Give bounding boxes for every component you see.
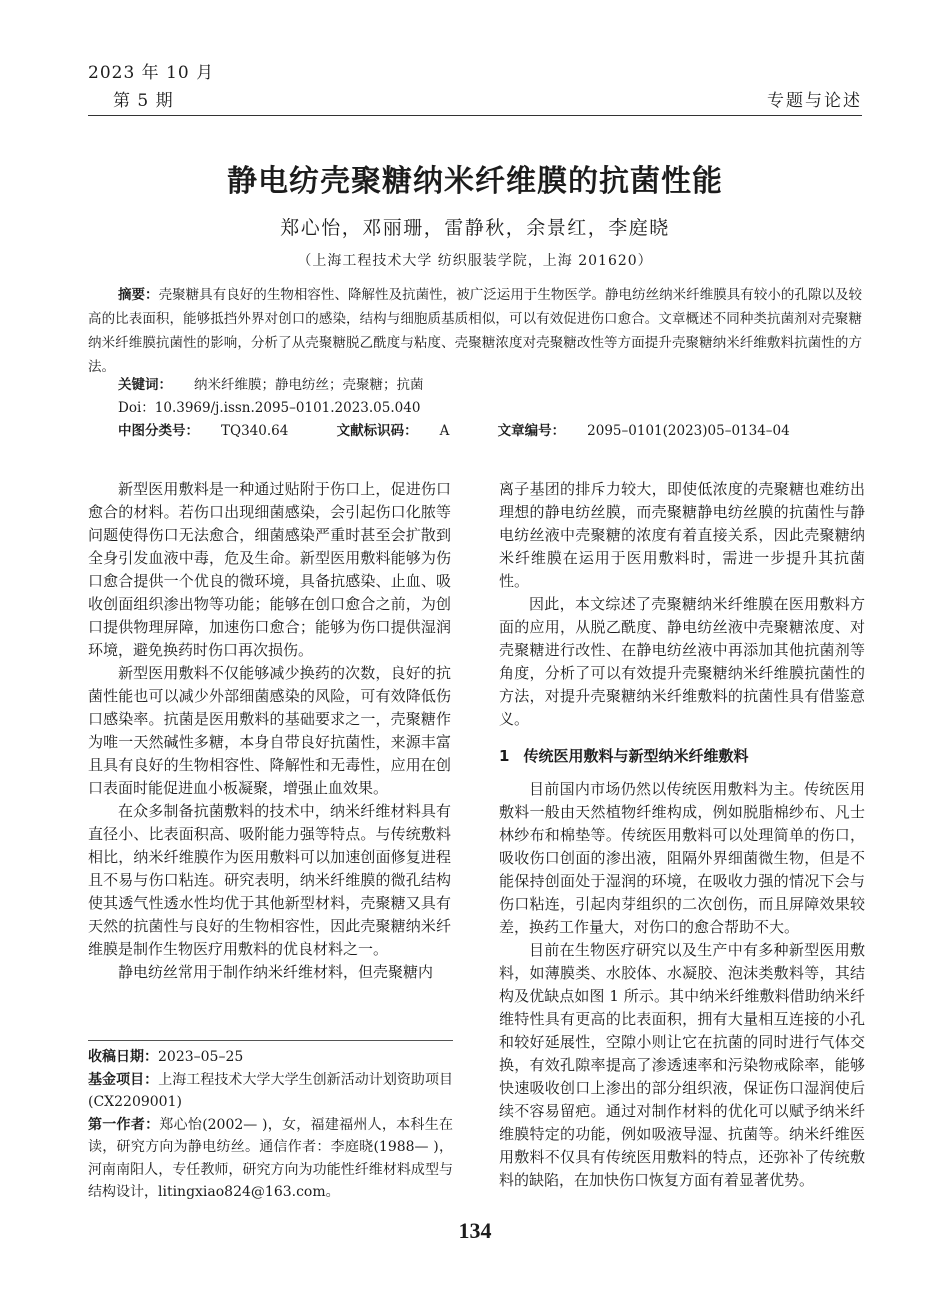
keywords-text: 纳米纤维膜；静电纺丝；壳聚糖；抗菌 xyxy=(194,377,424,393)
received-value: 2023–05–25 xyxy=(158,1049,244,1065)
clc-code xyxy=(118,423,310,439)
doc-code xyxy=(337,423,472,439)
article-label: 文章编号： xyxy=(497,423,566,439)
fund-value: 上海工程技术大学大学生创新活动计划资助项目(CX2209001) xyxy=(88,1071,454,1110)
first-author-label: 第一作者： xyxy=(88,1116,160,1133)
corresponding-value: 李庭晓(1988— )，河南南阳人，专任教师，研究方向为功能性纤维材料成型与结构设计，litingxiao824@163.com。 xyxy=(88,1139,454,1200)
keywords-label: 关键词： xyxy=(118,377,172,393)
clc-label: 中图分类号： xyxy=(118,423,199,439)
header-divider xyxy=(88,115,862,116)
fund-info xyxy=(88,1069,453,1114)
body-paragraph: 离子基团的排斥力较大，即使低浓度的壳聚糖也难纺出理想的静电纺丝膜，而壳聚糖静电纺丝膜的抗菌性与静电纺丝液中壳聚糖的浓度有着直接关系，因此壳聚糖纳米纤维膜在运用于医用敷料时，需进一步提升其抗菌性。 xyxy=(499,480,865,590)
body-paragraph: 新型医用敷料是一种通过贴附于伤口上，促进伤口愈合的材料。若伤口出现细菌感染，会引起伤口化脓等问题使得伤口无法愈合，细菌感染严重时甚至会扩散到全身引发血液中毒，危及生命。新型医用敷料能够为伤口愈合提供一个优良的微环境，具备抗感染、止血、吸收创面组织渗出物等功能；能够在创口愈合之前，为创口提供物理屏障，加速伤口愈合；能够为伤口提供湿润环境，避免换药时伤口再次损伤。 xyxy=(88,480,451,659)
left-column xyxy=(88,478,451,984)
abstract xyxy=(88,283,862,379)
keywords xyxy=(118,374,424,396)
author-info xyxy=(88,1114,453,1204)
right-column xyxy=(499,478,865,1192)
doc-label: 文献标识码： xyxy=(336,423,418,439)
body-paragraph: 新型医用敷料不仅能够减少换药的次数，良好的抗菌性能也可以减少外部细菌感染的风险，可有效降低伤口感染率。抗菌是医用敷料的基础要求之一，壳聚糖作为唯一天然碱性多糖，本身自带良好抗菌性，来源丰富且具有良好的生物相容性、降解性和无毒性，应用在创口表面时能促进血小板凝聚，增强止血效果。 xyxy=(88,664,451,797)
abstract-paragraph xyxy=(88,283,862,379)
footnote-divider xyxy=(88,1040,453,1041)
classification-line xyxy=(118,420,834,442)
doi: Doi：10.3969/j.issn.2095–0101.2023.05.040 xyxy=(118,400,421,416)
section-number: 1 xyxy=(499,747,510,765)
journal-issue: 第 5 期 xyxy=(113,91,174,111)
article-value: 2095–0101(2023)05–0134–04 xyxy=(587,423,790,439)
fund-label: 基金项目： xyxy=(88,1071,159,1088)
section-title: 传统医用敷料与新型纳米纤维敷料 xyxy=(523,747,749,765)
page-number: 134 xyxy=(458,1218,492,1243)
paper-title: 静电纺壳聚糖纳米纤维膜的抗菌性能 xyxy=(227,164,723,199)
abstract-label: 摘要： xyxy=(118,287,159,303)
body-paragraph: 目前在生物医疗研究以及生产中有多种新型医用敷料，如薄膜类、水胶体、水凝胶、泡沫类敷料等，其结构及优缺点如图 1 所示。其中纳米纤维敷料借助纳米纤维特性具有更高的比表面积，拥有大量相互连接的小孔和较好延展性，空隙小则让它在抗菌的同时进行气体交换，有效孔隙率提高了渗透速率和污染物戒除率，能够快速吸收创口上渗出的部分组织液，保证伤口湿润使后续不容易留疤。通过对制作材料的优化可以赋予纳米纤维膜特定的功能，例如吸液导湿、抗菌等。纳米纤维医用敷料不仅具有传统医用敷料的特点，还弥补了传统敷料的缺陷，在加快伤口恢复方面有着显著优势。 xyxy=(499,941,865,1189)
body-paragraph: 因此，本文综述了壳聚糖纳米纤维膜在医用敷料方面的应用，从脱乙酰度、静电纺丝液中壳聚糖浓度、对壳聚糖进行改性、在静电纺丝液中再添加其他抗菌剂等角度，分析了可以有效提升壳聚糖纳米纤维膜抗菌性的方法，对提升壳聚糖纳米纤维敷料的抗菌性具有借鉴意义。 xyxy=(499,595,865,728)
body-paragraph: 目前国内市场仍然以传统医用敷料为主。传统医用敷料一般由天然植物纤维构成，例如脱脂棉纱布、凡士林纱布和棉垫等。传统医用敷料可以处理简单的伤口，吸收伤口创面的渗出液，阻隔外界细菌微生物，但是不能保持创面处于湿润的环境，在吸收力强的情况下会与伤口粘连，引起肉芽组织的二次创伤，而且屏障效果较差，换药工作量大，对伤口的愈合帮助不大。 xyxy=(499,780,865,936)
corresponding-label: 通信作者： xyxy=(259,1139,331,1155)
footnotes xyxy=(88,1046,453,1204)
author-list: 郑心怡，邓丽珊，雷静秋，余景红，李庭晓 xyxy=(280,217,670,239)
received-label: 收稿日期： xyxy=(88,1049,158,1065)
section-label: 专题与论述 xyxy=(767,91,862,111)
section-heading xyxy=(499,745,865,768)
body-paragraph: 静电纺丝常用于制作纳米纤维材料，但壳聚糖内 xyxy=(118,963,434,981)
first-author-value: 郑心怡(2002— )，女，福建福州人，本科生在读，研究方向为静电纺丝。 xyxy=(88,1116,454,1155)
abstract-text: 壳聚糖具有良好的生物相容性、降解性及抗菌性，被广泛运用于生物医学。静电纺丝纳米纤维膜具有较小的孔隙以及较高的比表面积，能够抵挡外界对创口的感染，结构与细胞质基质相似，可以有效促进伤口愈合。文章概述不同种类抗菌剂对壳聚糖纳米纤维膜抗菌性的影响，分析了从壳聚糖脱乙酰度与粘度、壳聚糖浓度对壳聚糖改性等方面提升壳聚糖纳米纤维敷料抗菌性的方法。 xyxy=(88,287,863,375)
journal-date: 2023 年 10 月 xyxy=(88,63,215,83)
clc-value: TQ340.64 xyxy=(221,423,289,439)
received-date xyxy=(88,1046,453,1069)
article-number xyxy=(498,423,812,439)
body-paragraph: 在众多制备抗菌敷料的技术中，纳米纤维材料具有直径小、比表面积高、吸附能力强等特点。与传统敷料相比，纳米纤维膜作为医用敷料可以加速创面修复进程且不易与伤口粘连。研究表明，纳米纤维膜的微孔结构使其透气性透水性均优于其他新型材料，壳聚糖又具有天然的抗菌性与良好的生物相容性，因此壳聚糖纳米纤维膜是制作生物医疗用敷料的优良材料之一。 xyxy=(88,802,451,958)
affiliation: （上海工程技术大学 纺织服装学院，上海 201620） xyxy=(297,253,653,269)
doc-value: A xyxy=(439,423,450,439)
